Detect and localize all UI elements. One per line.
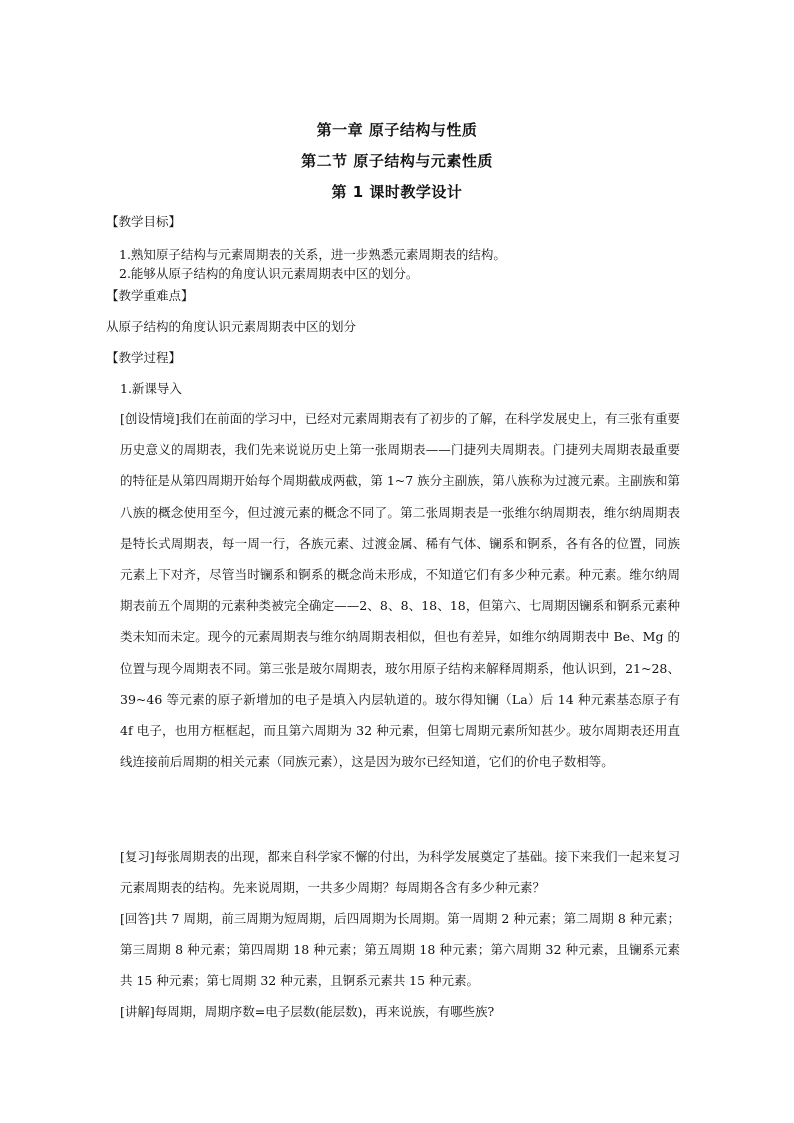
key-points-text: 从原子结构的角度认识元素周期表中区的划分 [106, 319, 357, 334]
section-title: 第二节 原子结构与元素性质 [301, 152, 493, 170]
paragraph-situation: [创设情境]我们在前面的学习中，已经对元素周期表有了初步的了解，在科学发展史上，有三张有重要历史意义的周期表，我们先来说说历史上第一张周期表——门捷列夫周期表。门捷列夫周期表最重要的特征是从第四周期开始每个周期截成两截，第 1~7 族分主副族，第八族称为过渡元素。主副族和第八族的概念使用至今，但过渡元素的概念不同了。第二张周期表是一张维尔纳周期表，维尔纳周期表是特长式周期表，每一周一行，各族元素、过渡金属、稀有气体、镧系和锕系，各有各的位置，同族元素上下对齐，尽管当时镧系和锕系的概念尚未形成，不知道它们有多少种元素。种元素。维尔纳周期表前五个周期的元素种类被完全确定——2、8、8、18、18，但第六、七周期因镧系和锕系元素种类未知而未定。现今的元素周期表与维尔纳周期表相似，但也有差异，如维尔纳周期表中 Be、Mg 的位置与现今周期表不同。第三张是玻尔周期表，玻尔用原子结构来解释周期系，他认识到，21~28、39~46 等元素的原子新增加的电子是填入内层轨道的。玻尔得知镧（La）后 14 种元素基态原子有 4f 电子，也用方框框起，而且第六周期为 32 种元素，但第七周期元素所知甚少。玻尔周期表还用直线连接前后周期的相关元素（同族元素），这是因为玻尔已经知道，它们的价电子数相等。 [120, 411, 680, 770]
key-points-heading: 【教学重难点】 [106, 288, 194, 303]
step-new-lesson-intro: 1.新课导入 [120, 381, 182, 396]
goal-item-2: 2.能够从原子结构的角度认识元素周期表中区的划分。 [119, 266, 419, 281]
lesson-title: 第 1 课时教学设计 [331, 183, 463, 201]
paragraph-explain: [讲解]每周期，周期序数=电子层数(能层数)，再来说族，有哪些族? [120, 1004, 495, 1019]
paragraph-review: [复习]每张周期表的出现，都来自科学家不懈的付出，为科学发展奠定了基础。接下来我们一起来复习元素周期表的结构。先来说周期，一共多少周期？每周期各含有多少种元素？ [120, 849, 680, 896]
paragraph-answer: [回答]共 7 周期，前三周期为短周期，后四周期为长周期。第一周期 2 种元素；第二周期 8 种元素；第三周期 8 种元素；第四周期 18 种元素；第五周期 18 种元素；第六周期 32 种元素，且镧系元素共 15 种元素；第七周期 32 种元素，且锕系元素共 15 种元素。 [120, 911, 680, 989]
goals-heading: 【教学目标】 [106, 214, 182, 229]
process-heading: 【教学过程】 [106, 350, 182, 365]
chapter-title: 第一章 原子结构与性质 [316, 121, 478, 139]
goal-item-1: 1.熟知原子结构与元素周期表的关系，进一步熟悉元素周期表的结构。 [119, 247, 506, 262]
